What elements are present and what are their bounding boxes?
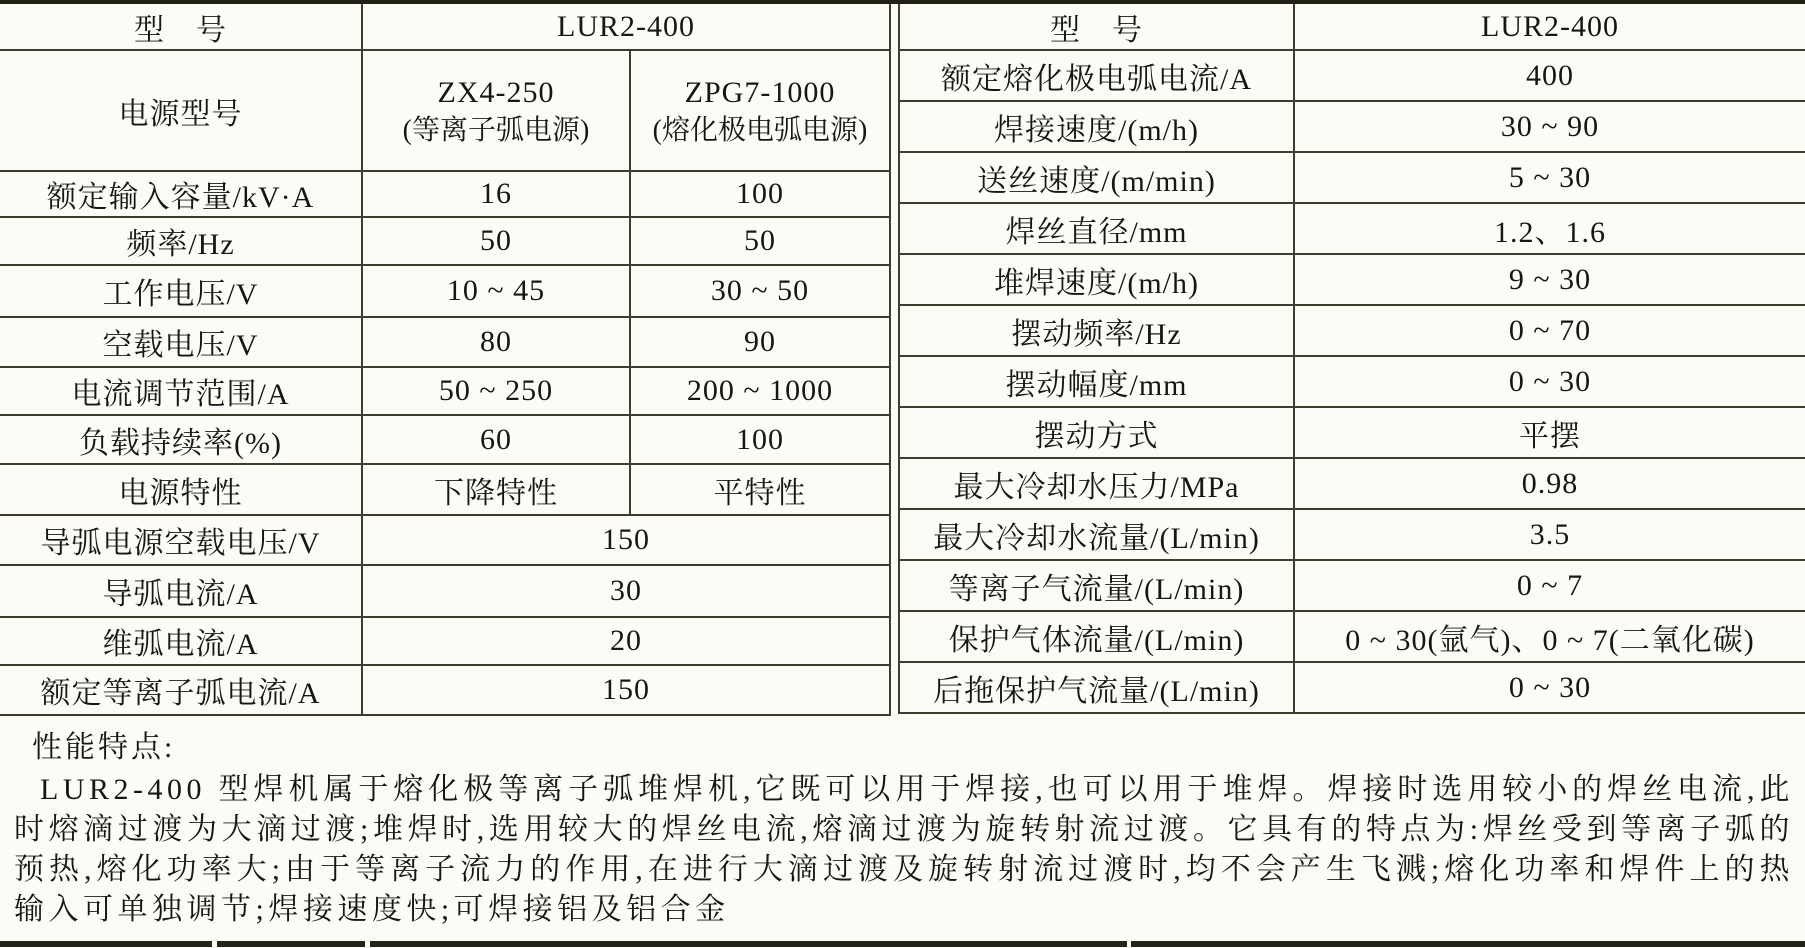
spec-label: 最大冷却水压力/MPa (899, 458, 1294, 509)
table-row (899, 407, 1805, 458)
cropped-next-table-border (1131, 941, 1805, 947)
table-row (899, 509, 1805, 560)
spec-value: 20 (362, 617, 890, 665)
spec-value: 10 ~ 45 (362, 265, 630, 317)
performance-notes-heading: 性能特点: (32, 731, 176, 764)
spec-label: 型 号 (899, 4, 1294, 50)
cropped-next-table-border (217, 941, 365, 947)
table-row (0, 565, 890, 617)
table-row (0, 317, 890, 367)
table-row (0, 617, 890, 665)
spec-label: 最大冷却水流量/(L/min) (899, 509, 1294, 560)
spec-value: 200 ~ 1000 (630, 367, 890, 415)
welding-machine-spec-table (898, 4, 1805, 714)
spec-value: 下降特性 (362, 464, 630, 515)
spec-value: 1.2、1.6 (1294, 203, 1805, 254)
spec-value: LUR2-400 (362, 4, 890, 50)
spec-value: 100 (630, 415, 890, 464)
table-row (0, 4, 890, 50)
spec-label: 额定输入容量/kV·A (0, 171, 362, 217)
spec-label: 后拖保护气流量/(L/min) (899, 662, 1294, 713)
spec-label: 额定等离子弧电流/A (0, 665, 362, 715)
spec-label: 工作电压/V (0, 265, 362, 317)
spec-value (630, 50, 890, 171)
spec-label: 等离子气流量/(L/min) (899, 560, 1294, 611)
table-row (899, 152, 1805, 203)
table-row (899, 662, 1805, 713)
performance-notes-paragraph: LUR2-400 型焊机属于熔化极等离子弧堆焊机,它既可以用于焊接,也可以用于堆焊。焊接时选用较小的焊丝电流,此时熔滴过渡为大滴过渡;堆焊时,选用较大的焊丝电流,熔滴过渡为旋转射流过渡。它具有的特点为:焊丝受到等离子弧的预热,熔化功率大;由于等离子流力的作用,在进行大滴过渡及旋转射流过渡时,均不会产生飞溅;熔化功率和焊件上的热输入可单独调节;焊接速度快;可焊接铝及铝合金 (14, 773, 1794, 926)
power-source-model: ZPG7-1000 (684, 75, 836, 109)
spec-value: 50 (362, 217, 630, 265)
spec-value: 90 (630, 317, 890, 367)
performance-notes-section (14, 726, 1794, 930)
spec-value: LUR2-400 (1294, 4, 1805, 50)
power-source-model: ZX4-250 (437, 75, 555, 109)
spec-value: 50 ~ 250 (362, 367, 630, 415)
spec-label: 空载电压/V (0, 317, 362, 367)
spec-label: 摆动频率/Hz (899, 305, 1294, 356)
spec-value: 16 (362, 171, 630, 217)
spec-value: 100 (630, 171, 890, 217)
spec-value: 9 ~ 30 (1294, 254, 1805, 305)
spec-value: 3.5 (1294, 509, 1805, 560)
spec-value: 0 ~ 70 (1294, 305, 1805, 356)
spec-label: 焊接速度/(m/h) (899, 101, 1294, 152)
cropped-next-table-border (370, 941, 1127, 947)
table-row (899, 50, 1805, 101)
spec-label: 送丝速度/(m/min) (899, 152, 1294, 203)
spec-value: 80 (362, 317, 630, 367)
table-row (0, 515, 890, 565)
table-row (899, 4, 1805, 50)
spec-label: 保护气体流量/(L/min) (899, 611, 1294, 662)
spec-label: 电源特性 (0, 464, 362, 515)
spec-value: 50 (630, 217, 890, 265)
spec-label: 型 号 (0, 4, 362, 50)
spec-label: 电流调节范围/A (0, 367, 362, 415)
spec-value: 30 ~ 50 (630, 265, 890, 317)
spec-label: 导弧电流/A (0, 565, 362, 617)
spec-value: 150 (362, 515, 890, 565)
table-row (899, 356, 1805, 407)
spec-value: 60 (362, 415, 630, 464)
power-source-type: (等离子弧电源) (402, 114, 590, 146)
table-row (899, 458, 1805, 509)
table-row (899, 305, 1805, 356)
spec-value: 30 (362, 565, 890, 617)
spec-label: 额定熔化极电弧电流/A (899, 50, 1294, 101)
spec-value: 0 ~ 7 (1294, 560, 1805, 611)
spec-value: 0 ~ 30 (1294, 356, 1805, 407)
spec-value: 平摆 (1294, 407, 1805, 458)
spec-value: 0 ~ 30 (1294, 662, 1805, 713)
spec-label: 维弧电流/A (0, 617, 362, 665)
spec-value: 0 ~ 30(氩气)、0 ~ 7(二氧化碳) (1294, 611, 1805, 662)
spec-value: 0.98 (1294, 458, 1805, 509)
table-row (0, 171, 890, 217)
spec-value: 平特性 (630, 464, 890, 515)
spec-label: 焊丝直径/mm (899, 203, 1294, 254)
table-row (899, 611, 1805, 662)
table-row (0, 50, 890, 171)
spec-label: 摆动方式 (899, 407, 1294, 458)
table-row (0, 665, 890, 715)
table-row (899, 254, 1805, 305)
spec-label: 负载持续率(%) (0, 415, 362, 464)
table-row (0, 367, 890, 415)
spec-label: 电源型号 (0, 50, 362, 171)
power-source-spec-table (0, 4, 891, 716)
spec-value: 30 ~ 90 (1294, 101, 1805, 152)
spec-label: 导弧电源空载电压/V (0, 515, 362, 565)
spec-value: 150 (362, 665, 890, 715)
spec-value: 400 (1294, 50, 1805, 101)
spec-label: 摆动幅度/mm (899, 356, 1294, 407)
cropped-next-table-border (0, 941, 212, 947)
spec-label: 频率/Hz (0, 217, 362, 265)
spec-label: 堆焊速度/(m/h) (899, 254, 1294, 305)
table-row (0, 217, 890, 265)
spec-value (362, 50, 630, 171)
table-row (899, 101, 1805, 152)
power-source-type: (熔化极电弧电源) (652, 114, 868, 146)
table-row (899, 560, 1805, 611)
spec-value: 5 ~ 30 (1294, 152, 1805, 203)
table-row (899, 203, 1805, 254)
table-row (0, 265, 890, 317)
table-row (0, 464, 890, 515)
table-row (0, 415, 890, 464)
